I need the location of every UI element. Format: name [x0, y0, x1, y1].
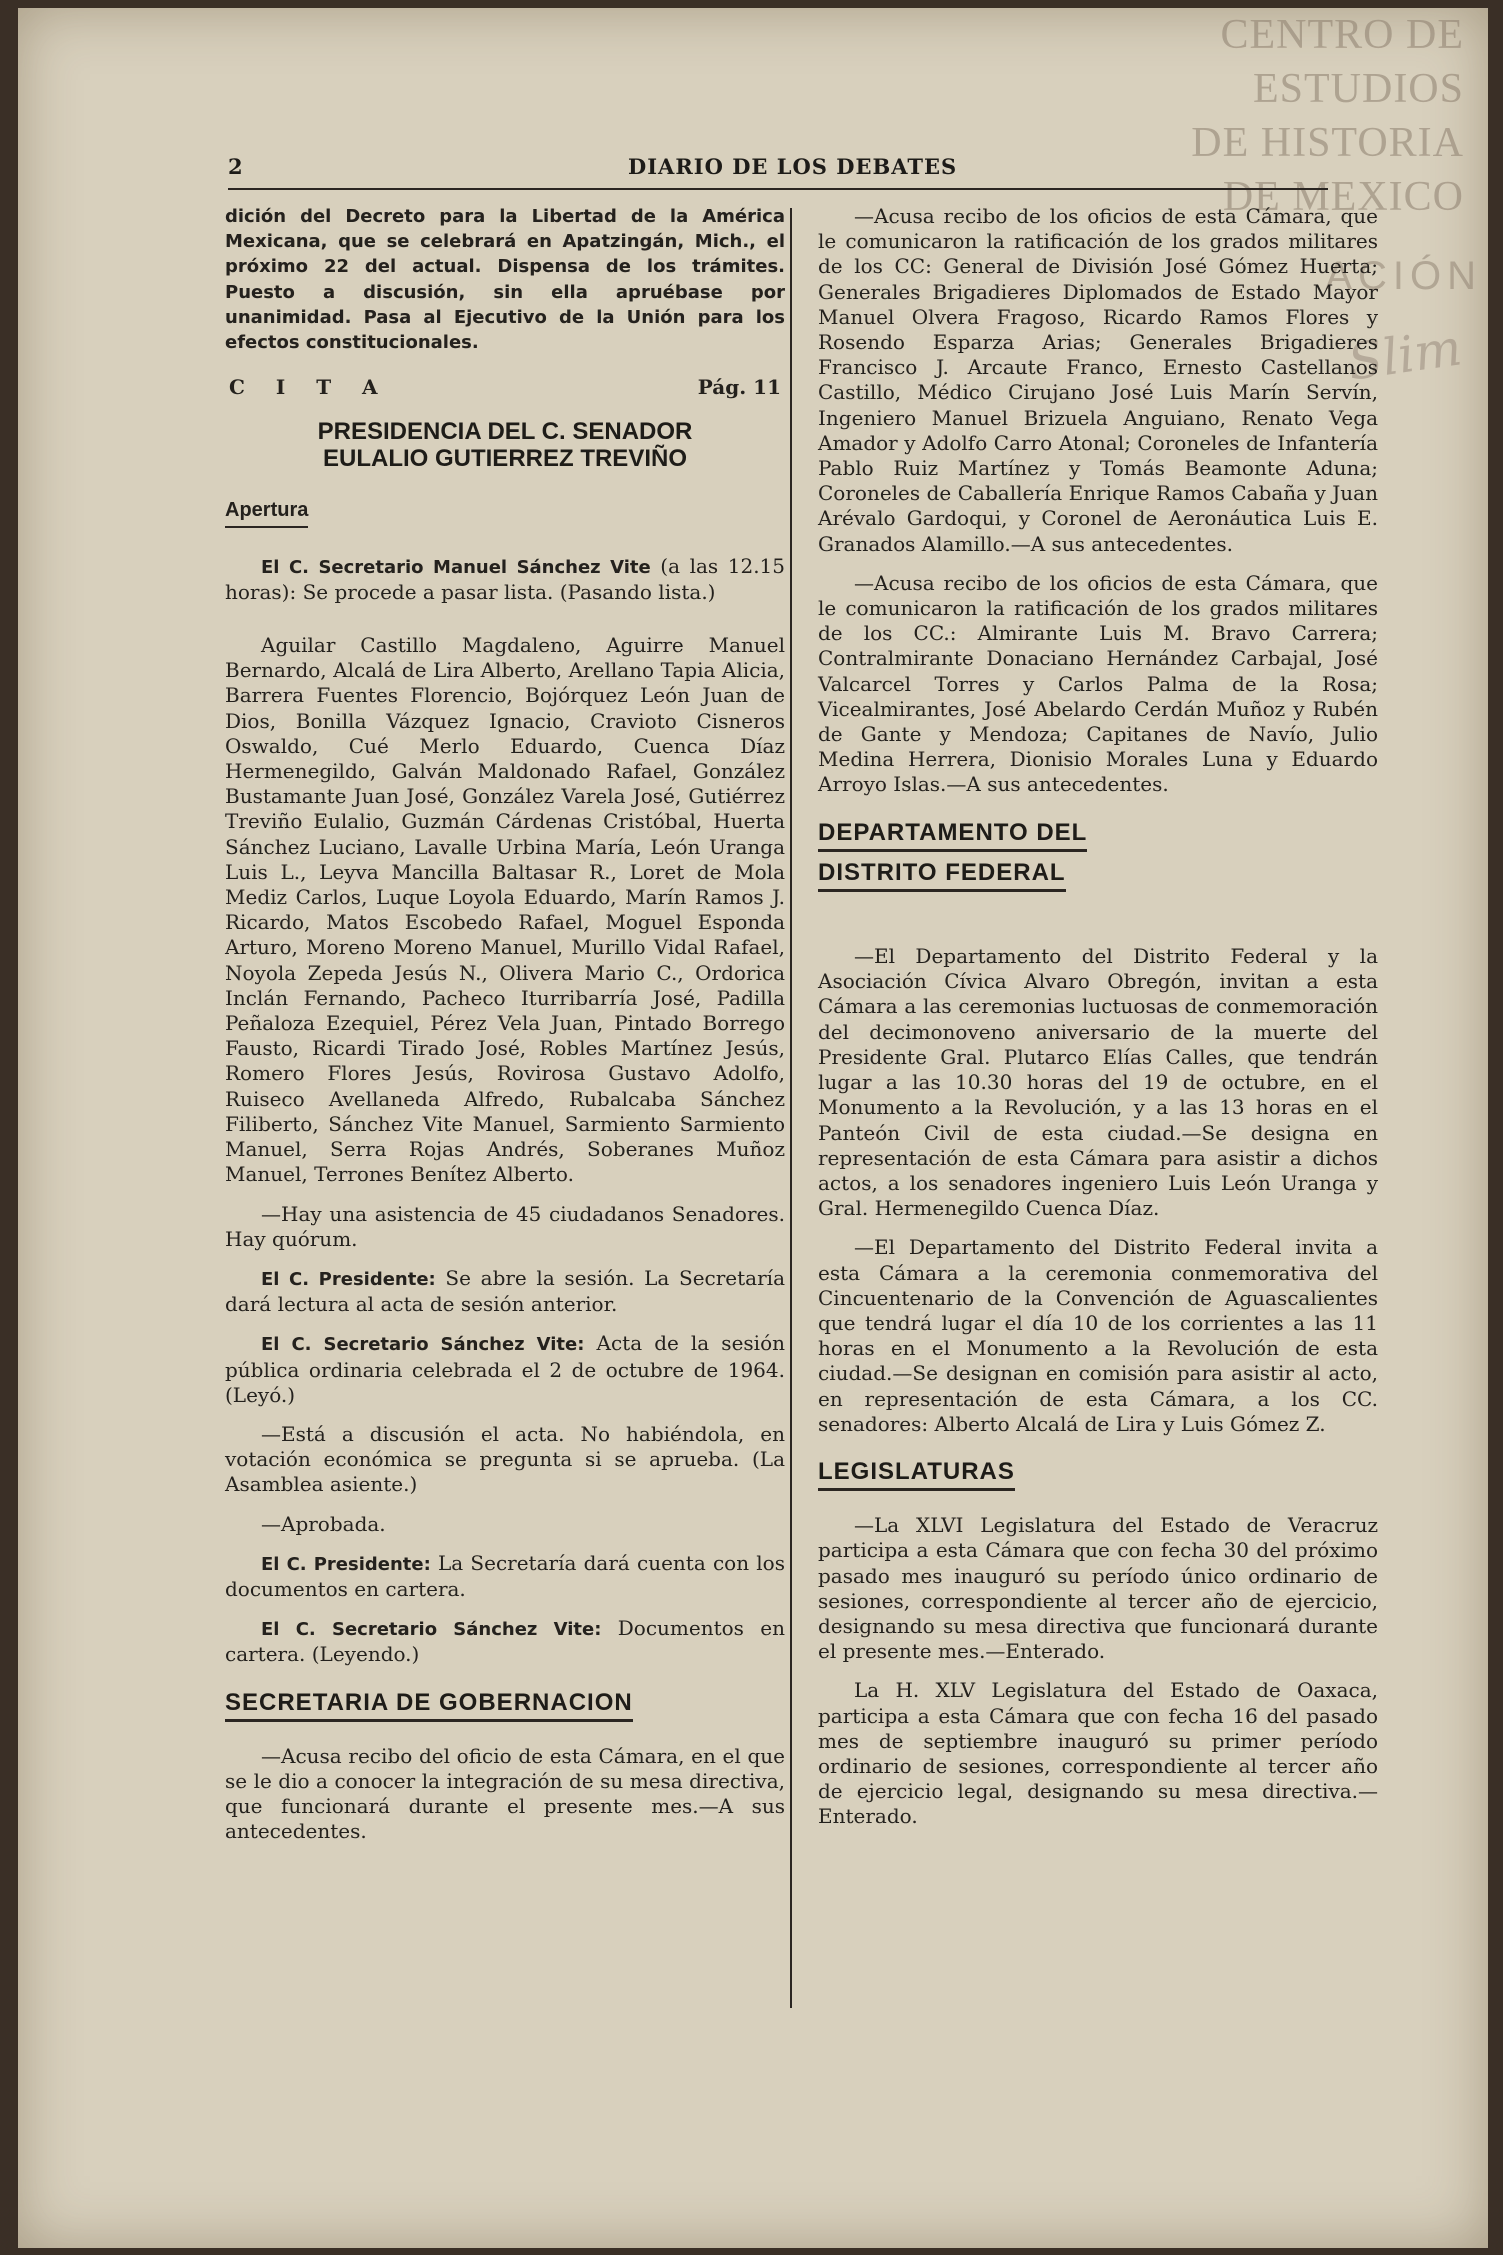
- section-heading-line: DEPARTAMENTO DEL: [818, 820, 1087, 852]
- page-header: [210, 154, 1360, 188]
- speaker-label: El C. Secretario Sánchez Vite:: [261, 1619, 602, 1641]
- page-number: 2: [228, 154, 243, 179]
- watermark-line: DE HISTORIA: [1191, 120, 1464, 166]
- speaker-label: El C. Presidente:: [261, 1553, 431, 1575]
- presidente-paragraph: [225, 1266, 785, 1317]
- archive-watermark: [1164, 8, 1464, 224]
- acusa-paragraph: —Acusa recibo de los oficios de esta Cámara, que le comunicaron la ratificación de los grados militares de los CC: General de División José Gómez Huerta; Generales Brigadieres Diplomados de Estado Mayor Manuel Olvera Fragoso, Ricardo Ramos Flores y Rosendo Esparza Arias; Generales Brigadieres Francisco J. Arcaute Franco, Ernesto Castellanos Castillo, Médico Cirujano José Luis Marín Servín, Ingeniero Manuel Brizuela Anguiano, Renato Vega Amador y Adolfo Carro Atonal; Coroneles de Infantería Pablo Ruiz Martínez y Tomás Beamonte Aduna; Coroneles de Caballería Enrique Ramos Cabaña y Juan Arévalo Gardoqui, y Coronel de Aeronáutica Luis E. Granados Alamillo.—A sus antecedentes.: [818, 204, 1378, 556]
- watermark-line: CENTRO DE: [1220, 12, 1464, 58]
- header-rule: [228, 188, 1328, 190]
- speech-text: La Secretaría dará cuenta con los documentos en cartera.: [225, 1550, 785, 1601]
- apertura-heading: Apertura: [225, 498, 308, 527]
- speaker-label: El C. Presidente:: [261, 1268, 436, 1290]
- aprobada-paragraph: —Aprobada.: [261, 1511, 386, 1536]
- df-paragraph: —El Departamento del Distrito Federal y la Asociación Cívica Alvaro Obregón, invitan a esta Cámara a las ceremonias luctuosas de conmemoración del decimonoveno aniversario de la muerte del Presidente Gral. Plutarco Elías Calles, que tendrán lugar a las 10.30 horas del 19 de octubre, en el Monumento a la Revolución, y a las 13 horas en el Panteón Civil de esta ciudad.—Se designa en representación de esta Cámara para asistir a dichos actos, a los senadores ingeniero Luis León Uranga y Gral. Hermenegildo Cuenca Díaz.: [818, 944, 1378, 1221]
- legislaturas-heading: LEGISLATURAS: [818, 1459, 1015, 1491]
- distrito-federal-heading: [818, 812, 1378, 914]
- asistencia-paragraph: —Hay una asistencia de 45 ciudadanos Senadores. Hay quórum.: [225, 1201, 785, 1251]
- speech-text: Se abre la sesión. La Secretaría dará lectura al acta de sesión anterior.: [225, 1265, 785, 1317]
- speaker-label: El C. Secretario Manuel Sánchez Vite: [261, 556, 651, 578]
- watermark-line: ESTUDIOS: [1252, 66, 1464, 112]
- secretario-acta-paragraph: [225, 1331, 785, 1408]
- watermark-side-text: ACIÓN: [1325, 254, 1482, 298]
- presidency-title-line: EULALIO GUTIERREZ TREVIÑO: [322, 445, 687, 473]
- cita-line: [229, 375, 781, 400]
- column-divider: [790, 208, 792, 2008]
- speech-text: Documentos en cartera. (Leyendo.): [225, 1616, 785, 1667]
- left-column: [225, 204, 785, 1859]
- document-page: [18, 8, 1488, 2248]
- acusa-paragraph: —Acusa recibo de los oficios de esta Cámara, que le comunicaron la ratificación de los grados militares de los CC.: Almirante Luis M. Bravo Carrera; Contralmirante Donaciano Hernández Carbajal, José Valcarcel Torres y Carlos Palma de la Rosa; Vicealmirantes, José Abelardo Cerdán Muñoz y Rubén de Gante y Mendoza; Capitanes de Navío, Julio Medina Herrera, Dionisio Morales Luna y Eduardo Arroyo Islas.—A sus antecedentes.: [818, 570, 1378, 797]
- gobernacion-paragraph: —Acusa recibo del oficio de esta Cámara, en el que se le dio a conocer la integración de su mesa directiva, que funcionará durante el presente mes.—A sus antecedentes.: [225, 1743, 785, 1844]
- speaker-label: El C. Secretario Sánchez Vite:: [261, 1334, 585, 1356]
- speech-text: (a las 12.15 horas): Se procede a pasar lista. (Pasando lista.): [225, 553, 785, 604]
- roll-call-paragraph: Aguilar Castillo Magdaleno, Aguirre Manuel Bernardo, Alcalá de Lira Alberto, Arellano Tapia Alicia, Barrera Fuentes Florencio, Bojórquez León Juan de Dios, Bonilla Vázquez Ignacio, Cravioto Cisneros Oswaldo, Cué Merlo Eduardo, Cuenca Díaz Hermenegildo, Galván Maldonado Rafael, González Bustamante Juan José, González Varela José, Gutiérrez Treviño Eulalio, Guzmán Cárdenas Cristóbal, Huerta Sánchez Luciano, Lavalle Urbina María, León Uranga Luis L., Leyva Mancilla Baltasar R., Loret de Mola Mediz Carlos, Luque Loyola Eduardo, Marín Ramos J. Ricardo, Matos Escobedo Rafael, Moguel Esponda Arturo, Moreno Moreno Manuel, Murillo Vidal Rafael, Noyola Zepeda Jesús N., Olivera Mario C., Ordorica Inclán Fernando, Pacheco Iturribarría José, Padilla Peñaloza Ezequiel, Pérez Vela Juan, Pintado Borrego Fausto, Ricardi Tirado José, Robles Martínez Jesús, Romero Flores Jesús, Rovirosa Gustavo Adolfo, Ruiseco Avellaneda Alfredo, Rubalcaba Sánchez Filiberto, Sánchez Vite Manuel, Sarmiento Sarmiento Manuel, Serra Rojas Andrés, Soberanes Muñoz Manuel, Terrones Benítez Alberto.: [225, 633, 785, 1187]
- cita-label: C I T A: [229, 375, 390, 400]
- journal-title: DIARIO DE LOS DEBATES: [628, 154, 958, 179]
- section-heading-line: DISTRITO FEDERAL: [818, 860, 1066, 892]
- secretario-paragraph: [225, 554, 785, 605]
- discusion-paragraph: —Está a discusión el acta. No habiéndola, en votación económica se pregunta si se aprueba. (La Asamblea asiente.): [225, 1421, 785, 1497]
- watermark-line: DE MEXICO: [1222, 174, 1464, 220]
- legislatura-paragraph: La H. XLV Legislatura del Estado de Oaxaca, participa a esta Cámara que con fecha 16 del pasado mes de septiembre inauguró su primer período ordinario de sesiones, correspondiente al tercer año de ejercicio legal, designando su mesa directiva.—Enterado.: [818, 1678, 1378, 1829]
- legislatura-paragraph: —La XLVI Legislatura del Estado de Veracruz participa a esta Cámara que con fecha 30 del próximo pasado mes inauguró su período único ordinario de sesiones, correspondiente al tercer año de ejercicio, designando su mesa directiva que funcionará durante el presente mes.—Enterado.: [818, 1513, 1378, 1664]
- right-column: [818, 204, 1378, 1844]
- speech-text: Acta de la sesión pública ordinaria celebrada el 2 de octubre de 1964. (Leyó.): [225, 1331, 785, 1407]
- presidency-title: [225, 418, 785, 472]
- cita-page: Pág. 11: [697, 375, 781, 400]
- presidency-title-line: PRESIDENCIA DEL C. SENADOR: [317, 418, 693, 446]
- df-paragraph: —El Departamento del Distrito Federal invita a esta Cámara a la ceremonia conmemorativa del Cincuentenario de la Convención de Aguascalientes que tendrá lugar el día 10 de los corrientes a las 11 horas en el Monumento a la Revolución de esta ciudad.—Se designan en comisión para asistir al acto, en representación de esta Cámara, a los CC. senadores: Alberto Alcalá de Lira y Luis Gómez Z.: [818, 1235, 1378, 1436]
- gobernacion-heading: SECRETARIA DE GOBERNACION: [225, 1690, 633, 1722]
- intro-paragraph: dición del Decreto para la Libertad de la América Mexicana, que se celebrará en Apatzingán, Mich., el próximo 22 del actual. Dispensa de los trámites. Puesto a discusión, sin ella apruébase por unanimidad. Pasa al Ejecutivo de la Unión para los efectos constitucionales.: [225, 206, 785, 354]
- secretario-cartera-paragraph: [225, 1616, 785, 1667]
- presidente-cartera-paragraph: [225, 1551, 785, 1602]
- watermark-signature: Slim: [1344, 318, 1466, 392]
